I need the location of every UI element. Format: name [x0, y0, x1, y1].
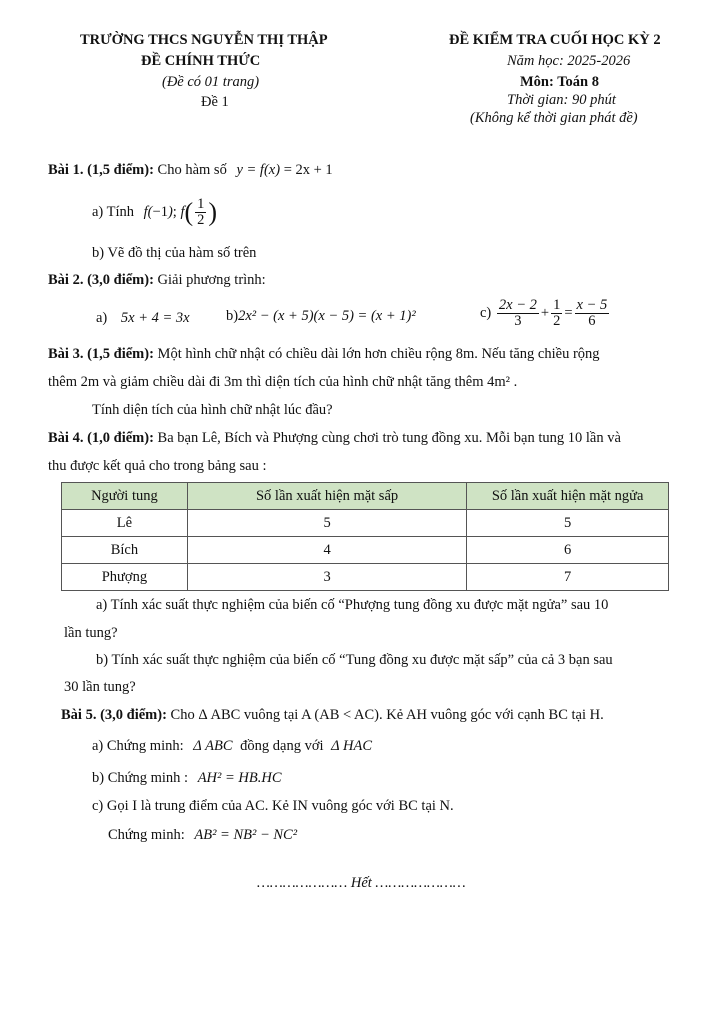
bai3-line3: Tính diện tích của hình chữ nhật lúc đầu?	[92, 402, 333, 418]
bai3-line2: thêm 2m và giảm chiều dài đi 3m thì diện tích của hình chữ nhật tăng thêm 4m² .	[48, 374, 518, 390]
pages-note: (Đề có 01 trang)	[162, 74, 260, 90]
bai4-line2: thu được kết quả cho trong bảng sau :	[48, 458, 267, 474]
bai5-a: a) Chứng minh: Δ ABC đồng dạng với Δ HAC	[92, 738, 373, 754]
table-row	[62, 510, 669, 537]
bai2-c: c) $\frac{2x - 2}{3}$ + $\frac{1}{2}$ = $\frac{x - 5}{6}$	[480, 297, 608, 330]
bai4-b-line2: 30 lần tung?	[64, 679, 136, 695]
bai3-line1: Bài 3. (1,5 điểm): Một hình chữ nhật có chiều dài lớn hơn chiều rộng 8m. Nếu tăng chiều rộng	[48, 346, 600, 362]
table-cell: 4	[187, 537, 466, 564]
bai5-b: b) Chứng minh : AH² = HB.HC	[92, 770, 282, 786]
table-cell: Phượng	[62, 564, 188, 591]
bai1-b: b) Vẽ đồ thị của hàm số trên	[92, 245, 257, 261]
official-label: ĐỀ CHÍNH THỨC	[141, 53, 261, 69]
table-cell: 3	[187, 564, 466, 591]
bai5-c2: Chứng minh: AB² = NB² − NC²	[108, 827, 298, 843]
bai5-intro: Bài 5. (3,0 điểm): Cho Δ ABC vuông tại A (AB < AC). Kẻ AH vuông góc với cạnh BC tại H.	[61, 707, 604, 723]
duration-note: (Không kể thời gian phát đề)	[470, 110, 638, 126]
bai4-b-line1: b) Tính xác suất thực nghiệm của biến cố “Tung đồng xu được mặt sấp” của cả 3 bạn sau	[96, 652, 613, 668]
duration: Thời gian: 90 phút	[507, 92, 616, 108]
school-name: TRƯỜNG THCS NGUYỄN THỊ THẬP	[80, 32, 328, 48]
bai1-fraction: $\frac{1}{2}$	[197, 196, 205, 229]
bai2-intro: Bài 2. (3,0 điểm): Giải phương trình:	[48, 272, 266, 288]
bai1-label: Bài 1. (1,5 điểm):	[48, 162, 154, 178]
bai4-a-line2: lần tung?	[64, 625, 118, 641]
bai1-function: y = f(x) = 2x + 1	[236, 162, 333, 178]
bai4-line1: Bài 4. (1,0 điểm): Ba bạn Lê, Bích và Phượng cùng chơi trò tung đồng xu. Mỗi bạn tung 10 lần và	[48, 430, 621, 446]
end-marker: ………………… Hết …………………	[257, 875, 466, 891]
table-cell: 7	[467, 564, 669, 591]
bai2-b: b)2x² − (x + 5)(x − 5) = (x + 1)²	[226, 308, 416, 324]
bai1-a: a) Tính f(−1); f( $\frac{1}{2}$ )	[92, 196, 218, 229]
school-year: Năm học: 2025-2026	[507, 53, 631, 69]
bai1-intro: Bài 1. (1,5 điểm): Cho hàm số y = f(x) = 2x + 1	[48, 162, 333, 178]
exam-version: Đề 1	[201, 94, 229, 110]
table-header-row	[62, 483, 669, 510]
bai2-label: Bài 2. (3,0 điểm):	[48, 272, 154, 288]
table-row	[62, 537, 669, 564]
bai3-label: Bài 3. (1,5 điểm):	[48, 346, 154, 362]
table-cell: 5	[467, 510, 669, 537]
bai2-a: a) 5x + 4 = 3x	[96, 310, 190, 326]
table-header: Số lần xuất hiện mặt sấp	[187, 483, 466, 510]
subject: Môn: Toán 8	[520, 74, 599, 90]
table-cell: Bích	[62, 537, 188, 564]
results-table	[61, 482, 669, 591]
bai5-c: c) Gọi I là trung điểm của AC. Kẻ IN vuông góc với BC tại N.	[92, 798, 454, 814]
bai4-label: Bài 4. (1,0 điểm):	[48, 430, 154, 446]
bai4-a-line1: a) Tính xác suất thực nghiệm của biến cố “Phượng tung đồng xu được mặt ngửa” sau 10	[96, 597, 609, 613]
table-header: Người tung	[62, 483, 188, 510]
bai5-label: Bài 5. (3,0 điểm):	[61, 707, 167, 723]
table-cell: Lê	[62, 510, 188, 537]
table-header: Số lần xuất hiện mặt ngửa	[467, 483, 669, 510]
table-row	[62, 564, 669, 591]
table-cell: 6	[467, 537, 669, 564]
exam-title: ĐỀ KIỂM TRA CUỐI HỌC KỲ 2	[449, 32, 661, 48]
table-cell: 5	[187, 510, 466, 537]
